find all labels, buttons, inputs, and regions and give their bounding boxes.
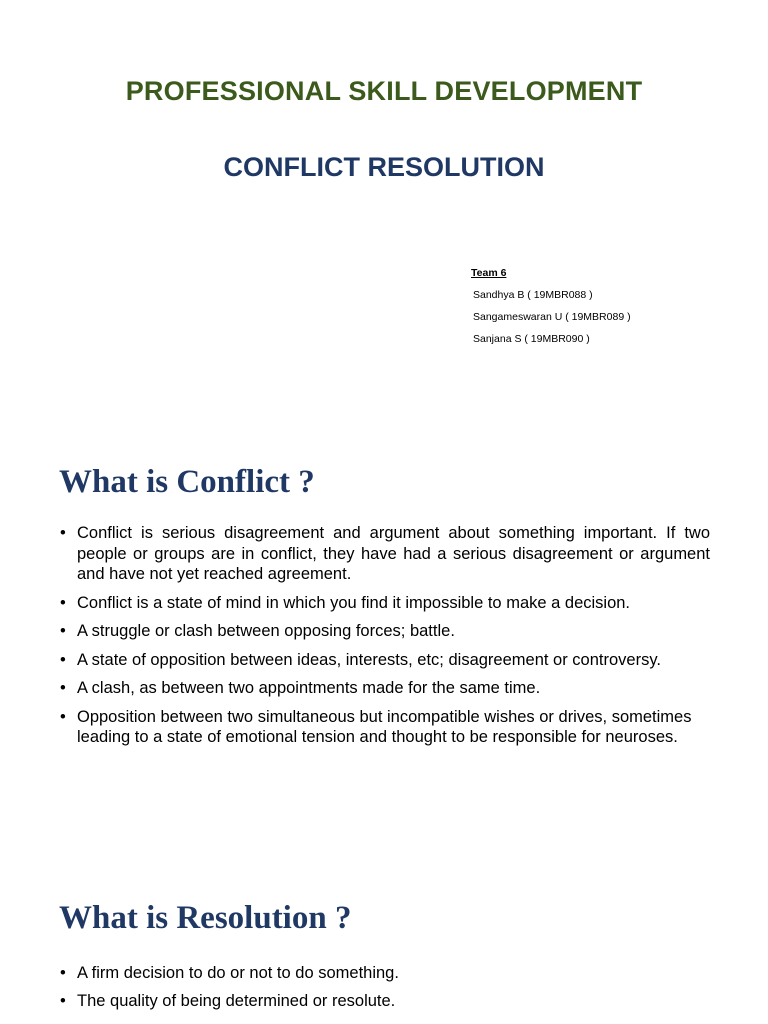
bullet-icon: • bbox=[60, 992, 66, 1010]
list-item-text: The quality of being determined or resolute. bbox=[77, 992, 396, 1010]
team-member: Sangameswaran U ( 19MBR089 ) bbox=[473, 311, 631, 323]
presentation-subtitle: CONFLICT RESOLUTION bbox=[223, 152, 545, 182]
conflict-bullet-list bbox=[59, 523, 710, 756]
list-item bbox=[59, 963, 710, 984]
bullet-icon: • bbox=[60, 964, 66, 982]
presentation-title: PROFESSIONAL SKILL DEVELOPMENT bbox=[125, 76, 643, 106]
list-item bbox=[59, 523, 710, 585]
team-member: Sanjana S ( 19MBR090 ) bbox=[473, 333, 590, 345]
list-item-text: A firm decision to do or not to do something. bbox=[77, 964, 399, 982]
team-heading: Team 6 bbox=[471, 267, 507, 279]
list-item bbox=[59, 650, 710, 671]
list-item bbox=[59, 678, 710, 699]
list-item bbox=[59, 621, 710, 642]
list-item-text: Conflict is serious disagreement and argument about something important. If two people or groups are in conflict, they have had a serious disagreement or argument and have not yet reached agreement. bbox=[77, 524, 710, 583]
team-member: Sandhya B ( 19MBR088 ) bbox=[473, 289, 593, 301]
list-item-text: A clash, as between two appointments made for the same time. bbox=[77, 679, 541, 697]
list-item bbox=[59, 707, 710, 748]
list-item-text: Conflict is a state of mind in which you find it impossible to make a decision. bbox=[77, 593, 631, 612]
list-item bbox=[59, 991, 710, 1012]
bullet-icon: • bbox=[60, 622, 66, 640]
conflict-heading: What is Conflict ? bbox=[59, 464, 315, 500]
title-slide bbox=[0, 0, 768, 430]
list-item-text: Opposition between two simultaneous but incompatible wishes or drives, sometimes leading to a state of emotional tension and thought to be responsible for neuroses. bbox=[77, 707, 692, 746]
list-item bbox=[59, 593, 710, 614]
team-info bbox=[471, 266, 631, 354]
bullet-icon: • bbox=[60, 593, 66, 612]
resolution-slide bbox=[0, 870, 768, 1024]
bullet-icon: • bbox=[60, 524, 66, 542]
conflict-slide bbox=[0, 430, 768, 870]
bullet-icon: • bbox=[60, 679, 66, 697]
list-item-text: A state of opposition between ideas, interests, etc; disagreement or controversy. bbox=[77, 650, 661, 669]
resolution-heading: What is Resolution ? bbox=[59, 900, 352, 936]
list-item-text: A struggle or clash between opposing forces; battle. bbox=[77, 622, 455, 640]
bullet-icon: • bbox=[60, 707, 66, 726]
bullet-icon: • bbox=[60, 650, 66, 669]
resolution-bullet-list bbox=[59, 963, 710, 1019]
